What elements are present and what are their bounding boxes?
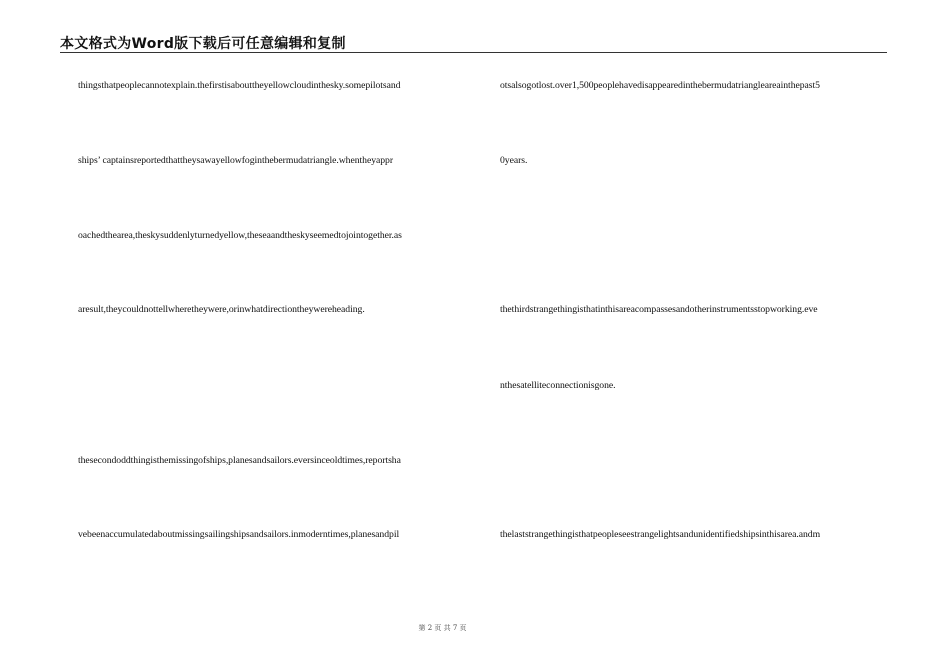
text-line: thesecondoddthingisthemissingofships,planesandsailors.eversinceoldtimes,reportsha xyxy=(78,455,401,466)
text-line: thelaststrangethingisthatpeopleseestrangelightsandunidentifiedshipsinthisarea.andm xyxy=(500,529,821,540)
header-divider xyxy=(60,52,887,53)
text-line: nthesatelliteconnectionisgone. xyxy=(500,380,616,391)
text-line: vebeenaccumulatedaboutmissingsailingshipsandsailors.inmoderntimes,planesandpil xyxy=(78,529,400,540)
text-line: thingsthatpeoplecannotexplain.thefirstisabouttheyellowcloudinthesky.somepilotsand xyxy=(78,80,401,91)
text-line: thethirdstrangethingisthatinthisareacompassesandotherinstrumentsstopworking.eve xyxy=(500,304,818,315)
page-header-title: 本文格式为Word版下载后可任意编辑和复制 xyxy=(60,36,346,52)
text-line: otsalsogotlost.over1,500peoplehavedisappearedinthebermudatriangleareainthepast5 xyxy=(500,80,820,91)
text-line: oachedthearea,theskysuddenlyturnedyellow,theseaandtheskyseemedtojointogether.as xyxy=(78,230,402,241)
text-line: aresult,theycouldnottellwheretheywere,orinwhatdirectiontheywereheading. xyxy=(78,304,365,315)
text-line: 0years. xyxy=(500,155,528,166)
page-number-footer: 第 2 页 共 7 页 xyxy=(418,624,467,632)
text-line: ships’ captainsreportedthattheysawayellowfoginthebermudatriangle.whentheyappr xyxy=(78,155,394,166)
